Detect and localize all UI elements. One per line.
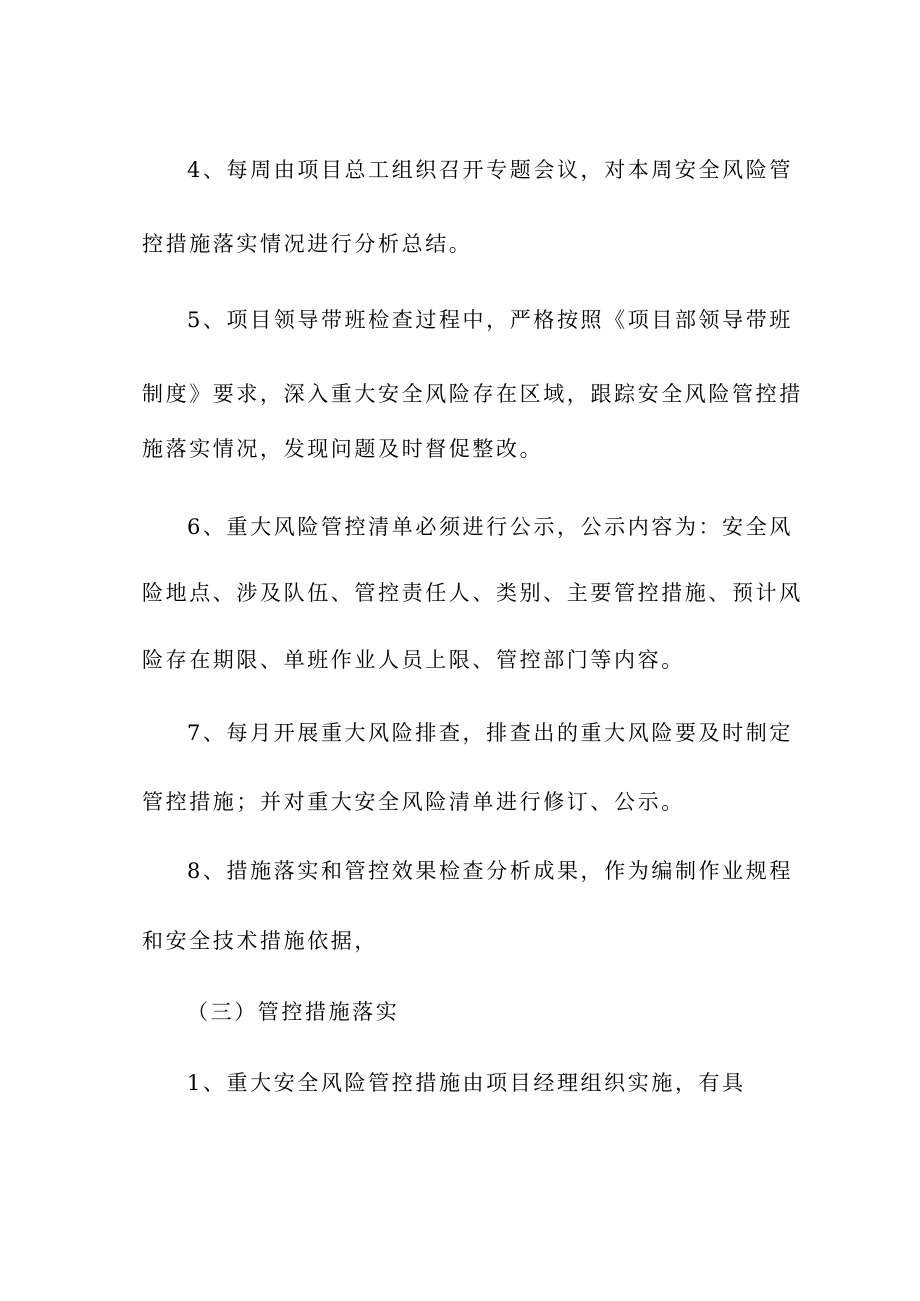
paragraph-8-line-1: 8、措施落实和管控效果检查分析成果，作为编制作业规程 <box>187 859 793 883</box>
paragraph-6-line-1: 6、重大风险管控清单必须进行公示，公示内容为：安全风 <box>187 515 793 539</box>
paragraph-7-line-2: 管控措施；并对重大安全风险清单进行修订、公示。 <box>142 790 685 814</box>
paragraph-6-line-3: 险存在期限、单班作业人员上限、管控部门等内容。 <box>142 648 685 672</box>
paragraph-5-line-3: 施落实情况，发现问题及时督促整改。 <box>142 437 544 461</box>
paragraph-1-line-1: 1、重大安全风险管控措施由项目经理组织实施，有具 <box>187 1071 746 1095</box>
paragraph-5-line-1: 5、项目领导带班检查过程中，严格按照《项目部领导带班 <box>187 308 793 332</box>
paragraph-6-line-2: 险地点、涉及队伍、管控责任人、类别、主要管控措施、预计风 <box>142 581 803 605</box>
paragraph-4-line-2: 控措施落实情况进行分析总结。 <box>142 232 473 256</box>
paragraph-7-line-1: 7、每月开展重大风险排查，排查出的重大风险要及时制定 <box>187 721 793 745</box>
paragraph-4-line-1: 4、每周由项目总工组织召开专题会议，对本周安全风险管 <box>187 158 793 182</box>
paragraph-8-line-2: 和安全技术措施依据， <box>142 929 378 953</box>
section-heading: （三）管控措施落实 <box>187 1000 400 1024</box>
paragraph-5-line-2: 制度》要求，深入重大安全风险存在区域，跟踪安全风险管控措 <box>142 382 803 406</box>
